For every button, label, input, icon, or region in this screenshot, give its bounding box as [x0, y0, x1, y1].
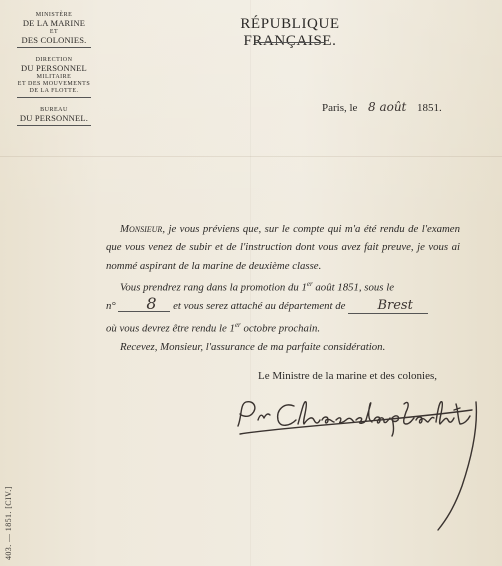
date-line — [322, 100, 442, 114]
paragraph-rank — [106, 275, 460, 337]
paragraph-text: et vous serez attaché au département de — [173, 300, 346, 313]
paragraph-text: octobre prochain. — [240, 322, 321, 335]
salutation: Monsieur — [120, 223, 163, 235]
divider — [17, 47, 91, 48]
promotion-number: 8 — [118, 297, 170, 312]
direction-line: MILITAIRE — [36, 73, 72, 80]
document-title: RÉPUBLIQUE FRANÇAISE. — [240, 16, 340, 49]
ministry-line: DES COLONIES. — [21, 34, 87, 45]
paragraph-appointment — [106, 220, 460, 275]
ministry-line: DE LA MARINE — [22, 17, 86, 28]
number-label: n° — [106, 300, 116, 313]
ministry-line: ET — [49, 28, 59, 35]
superscript: er — [306, 280, 313, 289]
paragraph-text: Vous prendrez rang dans la promotion du 1 — [120, 281, 307, 294]
direction-line: DE LA FLOTTE. — [29, 87, 79, 94]
direction-line: ET DES MOUVEMENTS — [17, 80, 91, 87]
title-rule — [255, 42, 325, 43]
printer-mark: 403. — 1851. [CIV.] — [4, 486, 13, 560]
direction-line: DIRECTION — [35, 57, 73, 64]
paragraph-text: , je vous préviens que, sur le compte qui m'a été rendu de l'examen que vous venez de subir et de l'instruction dont vous avez fait preuve, je vous ai nommé aspirant de la marine de deuxième classe. — [106, 223, 460, 272]
handwritten-date: 8 août — [368, 100, 407, 114]
direction-line: DU PERSONNEL — [21, 63, 87, 74]
closing-formula: Recevez, Monsieur, l'assurance de ma parfaite considération. — [120, 340, 386, 353]
bureau-line: BUREAU — [40, 106, 68, 113]
date-prefix: Paris, le — [322, 102, 358, 114]
handwritten-signature — [232, 396, 492, 536]
date-year: 1851. — [416, 102, 442, 114]
paragraph-text: où vous devrez être rendu le 1 — [106, 322, 235, 335]
divider — [17, 97, 91, 98]
bureau-line: DU PERSONNEL. — [19, 112, 89, 123]
paragraph-text: août 1851, sous le — [312, 281, 394, 294]
divider — [17, 125, 91, 126]
departement-name: Brest — [348, 299, 428, 314]
letterhead-left — [8, 12, 100, 129]
letter-body — [106, 220, 460, 356]
ministry-line: MINISTÈRE — [35, 12, 73, 18]
superscript: er — [234, 320, 241, 329]
signatory-title: Le Ministre de la marine et des colonies, — [258, 370, 437, 382]
fold-line — [0, 156, 502, 157]
